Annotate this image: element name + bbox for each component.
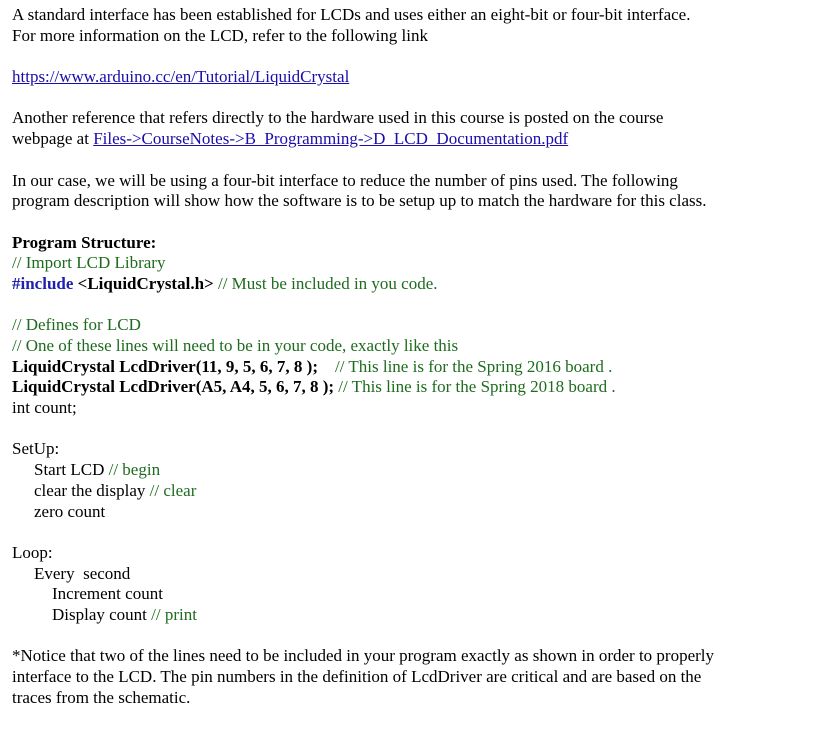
- setup-start-comment: // begin: [104, 460, 161, 480]
- exact-comment: // One of these lines will need to be in your code, exactly like this: [12, 336, 459, 355]
- lcd-documentation-link[interactable]: Files->CourseNotes->B_Programming->D_LCD_Documentation.pdf: [93, 129, 569, 149]
- reference-prefix: webpage at: [12, 129, 94, 149]
- driver-2018-code: LiquidCrystal LcdDriver(A5, A4, 5, 6, 7, 8 );: [12, 377, 335, 397]
- include-keyword: #include: [12, 273, 74, 293]
- setup-clear-line: [12, 481, 802, 502]
- loop-every-line: Every second: [34, 563, 131, 583]
- driver-2016-comment: // This line is for the Spring 2016 board .: [318, 356, 613, 376]
- tutorial-link-line: [12, 67, 802, 88]
- loop-display-line: [12, 605, 802, 626]
- defines-comment: // Defines for LCD: [12, 315, 141, 335]
- program-structure-heading: [12, 233, 802, 254]
- include-header: <LiquidCrystal.h>: [73, 273, 214, 293]
- case-line-1: In our case, we will be using a four-bit interface to reduce the number of pins used. The following: [12, 170, 678, 190]
- include-comment: // Must be included in you code.: [213, 273, 438, 293]
- include-line: [12, 274, 802, 295]
- int-count-line: int count;: [12, 398, 77, 418]
- notice-line-2: interface to the LCD. The pin numbers in the definition of LcdDriver are critical and are based on the: [12, 667, 702, 686]
- loop-increment-line: Increment count: [52, 584, 163, 604]
- setup-zero-line: zero count: [34, 501, 106, 521]
- driver-2018-comment: // This line is for the Spring 2018 board .: [334, 377, 616, 397]
- reference-line-2: [12, 129, 802, 150]
- loop-label: Loop:: [12, 542, 53, 562]
- case-line-2: program description will show how the software is to be setup up to match the hardware for this class.: [12, 191, 707, 211]
- driver-line-2016: [12, 357, 802, 378]
- notice-line-3: traces from the schematic.: [12, 687, 191, 707]
- setup-start-text: Start LCD: [34, 460, 105, 480]
- setup-clear-comment: // clear: [145, 480, 197, 500]
- intro-line-1: A standard interface has been established for LCDs and uses either an eight-bit or four-bit interface.: [12, 5, 691, 24]
- import-comment: // Import LCD Library: [12, 253, 166, 273]
- setup-clear-text: clear the display: [34, 480, 146, 500]
- setup-label: SetUp:: [12, 439, 60, 459]
- loop-display-text: Display count: [52, 604, 147, 624]
- notice-line-1: *Notice that two of the lines need to be included in your program exactly as shown in order to properly: [12, 646, 715, 666]
- loop-display-comment: // print: [146, 604, 197, 624]
- driver-2016-code: LiquidCrystal LcdDriver(11, 9, 5, 6, 7, 8 );: [12, 356, 318, 376]
- reference-line-1: Another reference that refers directly to the hardware used in this course is posted on the course: [12, 108, 664, 128]
- intro-line-2: For more information on the LCD, refer to the following link: [12, 25, 428, 45]
- document-body: [12, 5, 802, 708]
- arduino-tutorial-link[interactable]: https://www.arduino.cc/en/Tutorial/LiquidCrystal: [12, 67, 350, 87]
- driver-line-2018: [12, 377, 802, 398]
- program-heading-text: Program Structure:: [12, 232, 157, 252]
- setup-start-line: [12, 460, 802, 481]
